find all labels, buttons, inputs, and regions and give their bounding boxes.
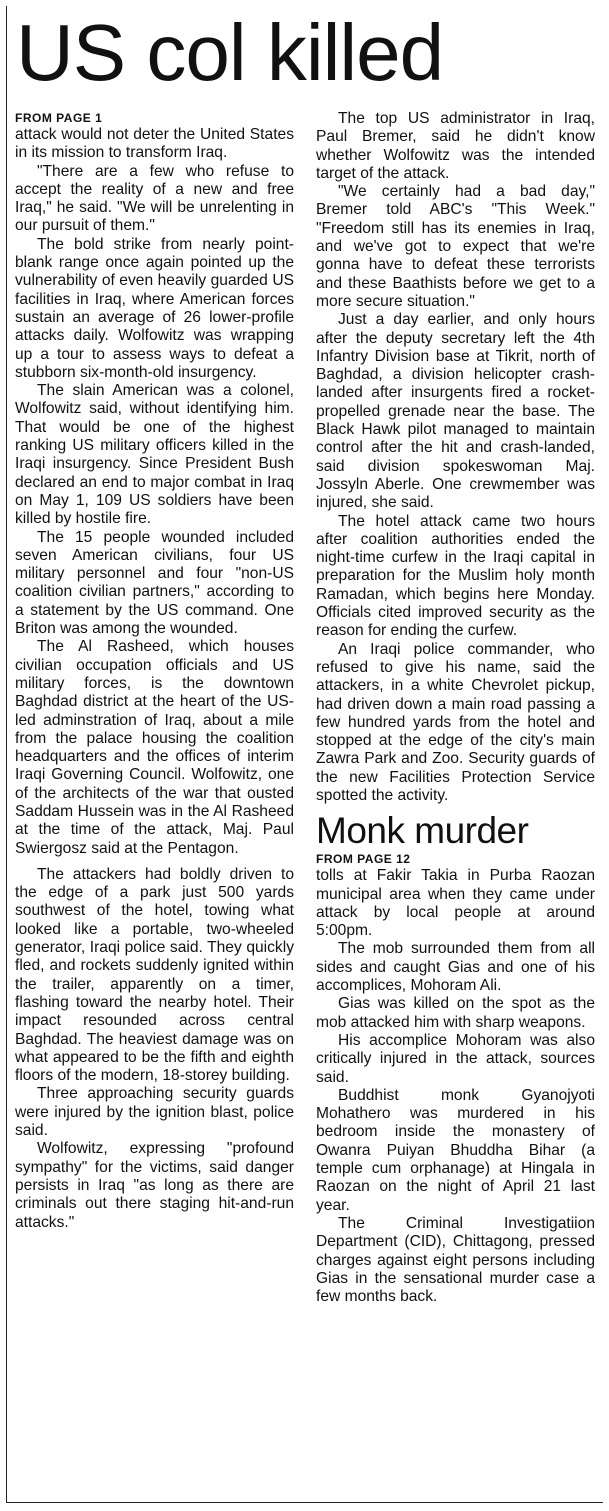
headline: US col killed	[16, 8, 444, 97]
article-paragraph: Just a day earlier, and only hours after the deputy secretary left the 4th Infantry Division base at Tikrit, north of Baghdad, a division helicopter crash-landed after insurgents fired a rocket-propelled grenade near the base. The Black Hawk pilot managed to maintain control after the hit and crash-landed, said division spokeswoman Maj. Jossyln Aberle. One crewmember was injured, she said.	[316, 311, 595, 512]
article-column-left	[15, 110, 294, 1232]
article-paragraph: tolls at Fakir Takia in Purba Raozan municipal area when they came under attack by local people at around 5:00pm.	[316, 867, 595, 940]
article-paragraph: Three approaching security guards were injured by the ignition blast, police said.	[15, 1085, 294, 1140]
column-rule-bottom	[6, 1502, 603, 1503]
article-paragraph: Wolfowitz, expressing "profound sympathy" for the victims, said danger persists in Iraq "as long as there are criminals out there staging hit-and-run attacks."	[15, 1140, 294, 1231]
article-paragraph: The slain American was a colonel, Wolfowitz said, without identifying him. That would be one of the highest ranking US military officers killed in the Iraqi insurgency. Since President Bush declared an end to major combat in Iraq on May 1, 109 US soldiers have been killed by hostile fire.	[15, 382, 294, 528]
article-column-right	[316, 110, 595, 1306]
article-paragraph: Gias was killed on the spot as the mob attacked him with sharp weapons.	[316, 995, 595, 1031]
article-paragraph: The top US administrator in Iraq, Paul Bremer, said he didn't know whether Wolfowitz was the intended target of the attack.	[316, 110, 595, 182]
article-paragraph: The 15 people wounded included seven American civilians, four US military personnel and four "non-US coalition civilian partners," according to a statement by the US command. One Briton was among the wounded.	[15, 528, 294, 638]
article-paragraph: His accomplice Mohoram was also critically injured in the attack, sources said.	[316, 1031, 595, 1086]
article-paragraph: The Criminal Investigatiion Department (CID), Chittagong, pressed charges against eight persons including Gias in the sensational murder case a few months back.	[316, 1214, 595, 1306]
article-paragraph: The bold strike from nearly point-blank range once again pointed up the vulnerability of even heavily guarded US facilities in Iraq, where American forces sustain an average of 26 lower-profile attacks daily. Wolfowitz was wrapping up a tour to assess ways to defeat a stubborn six-month-old insurgency.	[15, 235, 294, 381]
article-paragraph: The Al Rasheed, which houses civilian occupation officials and US military forces, is the downtown Baghdad district at the heart of the US-led adminstration of Iraq, about a mile from the palace housing the coalition headquarters and the offices of interim Iraqi Governing Council. Wolfowitz, one of the architects of the war that ousted Saddam Hussein was in the Al Rasheed at the time of the attack, Maj. Paul Swiergosz said at the Pentagon.	[15, 638, 294, 857]
kicker: FROM PAGE 1	[15, 111, 103, 125]
article-paragraph: "There are a few who refuse to accept the reality of a new and free Iraq," he said. "We will be unrelenting in our pursuit of them."	[15, 162, 294, 235]
article-paragraph: The attackers had boldly driven to the edge of a park just 500 yards southwest of the hotel, towing what looked like a portable, two-wheeled generator, Iraqi police said. They quickly fled, and rockets suddenly ignited within the trailer, apparently on a timer, flashing toward the nearby hotel. Their impact resounded across central Baghdad. The heaviest damage was on what appeared to be the fifth and eighth floors of the modern, 18-storey building.	[15, 865, 294, 1085]
sub-headline: Monk murder	[316, 810, 529, 852]
article-paragraph: The hotel attack came two hours after coalition authorities ended the night-time curfew in the Iraqi capital in preparation for the Muslim holy month Ramadan, which begins here Monday. Officials cited improved security as the reason for ending the curfew.	[316, 512, 595, 640]
article-paragraph: attack would not deter the United States in its mission to transform Iraq.	[15, 126, 294, 162]
article-paragraph: An Iraqi police commander, who refused to give his name, said the attackers, in a white Chevrolet pickup, had driven down a main road passing a few hundred yards from the hotel and stopped at the edge of the city's main Zawra Park and Zoo. Security guards of the new Facilities Protection Service spotted the activity.	[316, 640, 595, 804]
article-paragraph: "We certainly had a bad day," Bremer told ABC's "This Week." "Freedom still has its enemies in Iraq, and we've got to expect that we're gonna have to defeat these terrorists and these Baathists before we get to a more secure situation."	[316, 183, 595, 310]
article-paragraph: Buddhist monk Gyanojyoti Mohathero was murdered in his bedroom inside the monastery of Owanra Puiyan Bhuddha Bihar (a temple cum orphanage) at Hingala in Raozan on the night of April 21 last year.	[316, 1086, 595, 1214]
article-paragraph: The mob surrounded them from all sides and caught Gias and one of his accomplices, Mohoram Ali.	[316, 940, 595, 995]
kicker: FROM PAGE 12	[316, 852, 411, 867]
column-rule-left	[6, 6, 7, 1502]
